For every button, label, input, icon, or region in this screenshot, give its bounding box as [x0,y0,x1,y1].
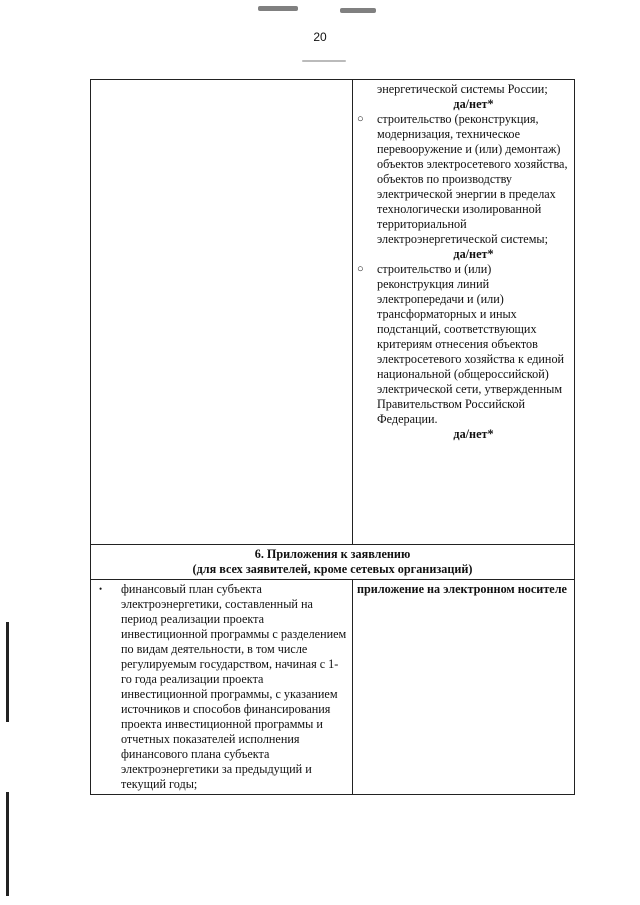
section-header-row [91,545,575,580]
options-cell [353,80,575,545]
answer-yes-no: да/нет* [453,97,494,111]
scan-smudge [258,6,298,11]
answer-yes-no: да/нет* [453,427,494,441]
continuation-text: энергетической системы России; [377,82,548,96]
option-text: строительство и (или) реконструкция линий электропередачи и (или) трансформаторных и иных подстанций, соответствующих критериям отнесения объектов электросетевого хозяйства к единой национальной (общероссийской) электрической сети, утвержденным Правительством Российской Федерации. [377,262,565,426]
circle-bullet-icon: ○ [357,113,364,125]
answer-yes-no: да/нет* [453,247,494,261]
attachment-description-cell [91,580,353,795]
section-header [91,545,575,580]
scan-smudge [302,60,346,62]
bullet-icon: • [99,584,103,594]
attachment-format-cell [353,580,575,795]
list-item [95,582,348,792]
section-title: 6. Приложения к заявлению [254,547,411,561]
option-item [357,112,570,247]
section-subtitle: (для всех заявителей, кроме сетевых организаций) [192,562,473,576]
application-form-table [90,79,575,795]
option-item [357,262,570,427]
continuation-row [91,80,575,545]
attachment-format: приложение на электронном носителе [357,582,567,596]
attachment-description: финансовый план субъекта электроэнергетики, составленный на период реализации проекта инвестиционной программы с разделением по видам деятельности, в том числе регулируемым государством, начиная с 1-го года реализации проекта инвестиционной программы, с указанием источников и способов финансирования проекта инвестиционной программы и отчетных показателей исполнения финансового плана субъекта электроэнергетики за предыдущий и текущий годы; [121,582,347,791]
scan-smudge [340,8,376,13]
margin-mark [6,792,9,896]
circle-bullet-icon: ○ [357,263,364,275]
option-text: строительство (реконструкция, модернизация, техническое перевооружение и (или) демонтаж) объектов электросетевого хозяйства, объектов по производству электрической энергии в пределах технологически изолированной территориальной электроэнергетической системы; [377,112,568,246]
attachment-row [91,580,575,795]
empty-left-cell [91,80,353,545]
page-number: 20 [313,30,327,44]
margin-mark [6,622,9,722]
